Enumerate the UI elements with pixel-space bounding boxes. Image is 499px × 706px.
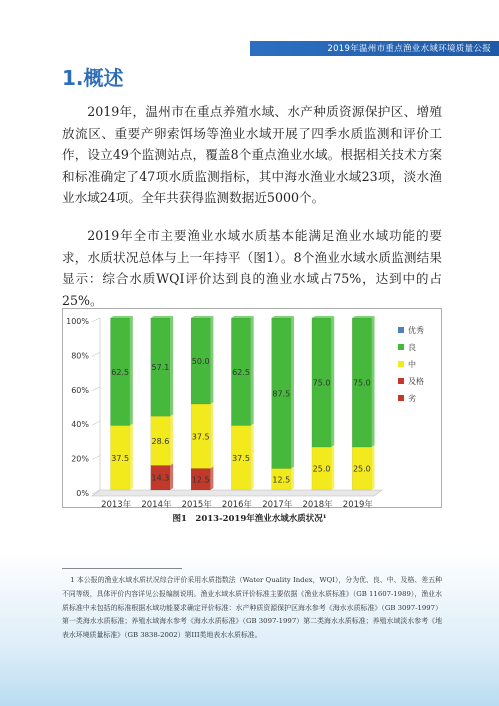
data-label: 37.5 xyxy=(232,453,250,463)
legend-label: 劣 xyxy=(408,394,416,403)
y-tick-label: 20% xyxy=(71,454,89,464)
bar-side xyxy=(210,402,213,469)
bar-side xyxy=(170,316,173,416)
y-tick-label: 80% xyxy=(71,351,89,361)
data-label: 62.5 xyxy=(111,367,130,377)
bar-side xyxy=(170,414,173,465)
bar-side xyxy=(130,424,133,491)
legend-label: 优秀 xyxy=(408,326,424,335)
legend-swatch xyxy=(398,361,404,367)
footnote-rule xyxy=(62,568,182,569)
legend-swatch xyxy=(398,378,404,384)
x-tick-label: 2015年 xyxy=(181,500,212,508)
bar-side xyxy=(291,316,294,469)
paragraph-summary: 2019年全市主要渔业水域水质基本能满足渔业水域功能的要求，水质状况总体与上一年持平（图1）。8个渔业水域水质监测结果显示：综合水质WQI评价达到良的渔业水域占75%，达到中的占25%。 xyxy=(62,228,442,308)
section-title: 1.概述 xyxy=(62,66,124,90)
y-tick-label: 40% xyxy=(71,420,89,430)
chart-floor xyxy=(92,490,382,496)
water-quality-chart xyxy=(62,308,442,508)
bar-top xyxy=(312,316,334,318)
x-tick-label: 2016年 xyxy=(221,500,253,508)
bar-top xyxy=(352,316,374,318)
data-label: 37.5 xyxy=(111,453,130,463)
legend-swatch xyxy=(398,395,404,401)
data-label: 25.0 xyxy=(352,464,371,474)
figure-caption: 图1 2013-2019年渔业水域水质状况¹ xyxy=(172,514,327,524)
bar-top xyxy=(110,316,132,318)
data-label: 12.5 xyxy=(191,475,210,485)
legend-label: 及格 xyxy=(408,377,424,386)
data-label: 25.0 xyxy=(312,464,331,474)
bar-side xyxy=(210,467,213,491)
x-tick-label: 2014年 xyxy=(141,500,172,508)
y-tick-label: 100% xyxy=(66,317,89,326)
data-label: 28.6 xyxy=(151,436,170,446)
data-label: 14.3 xyxy=(151,473,170,483)
y-tick-label: 60% xyxy=(71,385,89,395)
data-label: 75.0 xyxy=(312,378,331,388)
bar-top xyxy=(151,316,173,318)
data-label: 87.5 xyxy=(272,389,291,399)
bar-side xyxy=(170,463,173,490)
legend-label: 中 xyxy=(408,360,416,369)
bar-side xyxy=(291,467,294,491)
data-label: 62.5 xyxy=(232,367,250,377)
x-tick-label: 2019年 xyxy=(342,500,373,508)
footnote: 1 本公报的渔业水域水质状况综合评价采用水质指数法（Water Quality Index，WQI），分为优、良、中、及格、差五种不同等级，具体评价内容详见公报编制说明。渔业水域水质评价标准主要依据《渔业水质标准》（GB 11607-1989），渔业水质标准中未包括的标准根据水域功能要求确定评价标准：水产种质资源保护区海水参考《海水水质标准》（GB 3097-1997）第一类海水水质标准；养殖水域海水参考《海水水质标准》（GB 3097-1997）第二类海水水质标准；养殖水域淡水参考《地表水环境质量标准》（GB 3838-2002）第III类地表水水质标准。 xyxy=(62,576,442,640)
data-label: 37.5 xyxy=(191,432,210,442)
x-tick-label: 2018年 xyxy=(302,500,333,508)
bar-top xyxy=(272,316,294,318)
bar-top xyxy=(191,316,213,318)
x-tick-label: 2017年 xyxy=(262,500,293,508)
data-label: 75.0 xyxy=(352,378,371,388)
bar-side xyxy=(210,316,213,404)
bar-side xyxy=(130,316,133,426)
bar-side xyxy=(372,316,375,447)
bar-side xyxy=(251,424,254,491)
bar-side xyxy=(251,316,254,426)
paragraph-overview: 2019年，温州市在重点养殖水域、水产种质资源保护区、增殖放流区、重要产卵索饵场等渔业水域开展了四季水质监测和评价工作，设立49个监测站点，覆盖8个重点渔业水域。根据相关技术方案和标准确定了47项水质监测指标，其中海水渔业水域23项，淡水渔业水域24项。全年共获得监测数据近5000个。 xyxy=(62,104,442,205)
data-label: 57.1 xyxy=(151,363,170,373)
legend-label: 良 xyxy=(408,343,416,352)
bar-top xyxy=(231,316,253,318)
bar-side xyxy=(331,316,334,447)
legend-swatch xyxy=(398,344,404,350)
data-label: 12.5 xyxy=(272,475,291,485)
header-title: 2019年温州市重点渔业水域环境质量公报 xyxy=(327,44,491,54)
x-tick-label: 2013年 xyxy=(101,500,132,508)
header-banner xyxy=(250,41,499,56)
legend-swatch xyxy=(398,327,404,333)
bar-side xyxy=(331,445,334,490)
y-tick-label: 0% xyxy=(76,489,89,498)
bar-side xyxy=(372,445,375,490)
data-label: 50.0 xyxy=(191,357,210,366)
